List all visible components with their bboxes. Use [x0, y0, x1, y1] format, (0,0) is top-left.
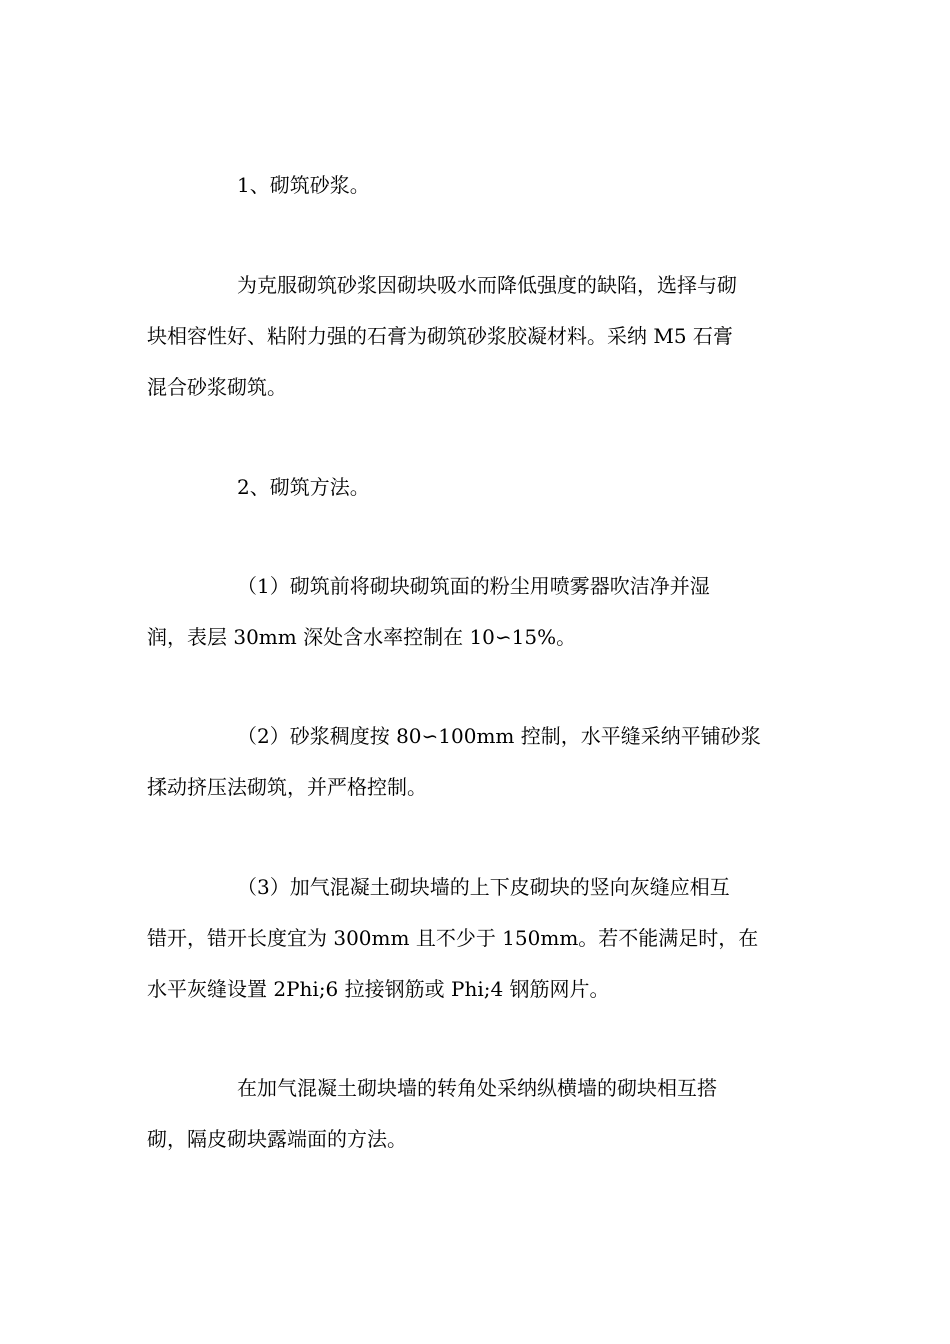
list-item-3 — [147, 862, 797, 1015]
section-heading-2 — [147, 462, 797, 513]
text-line: 砌，隔皮砌块露端面的方法。 — [147, 1127, 407, 1151]
section-heading-1 — [147, 160, 797, 211]
text-line: 在加气混凝土砌块墙的转角处采纳纵横墙的砌块相互搭 — [237, 1076, 717, 1100]
text-line: 1、砌筑砂浆。 — [237, 173, 370, 197]
text-line: 为克服砌筑砂浆因砌块吸水而降低强度的缺陷，选择与砌 — [237, 273, 737, 297]
text-line: 错开，错开长度宜为 300mm 且不少于 150mm。若不能满足时，在 — [147, 926, 759, 950]
text-line: 水平灰缝设置 2Phi;6 拉接钢筋或 Phi;4 钢筋网片。 — [147, 977, 610, 1001]
text-line: 揉动挤压法砌筑，并严格控制。 — [147, 775, 427, 799]
text-line: （2）砂浆稠度按 80∽100mm 控制，水平缝采纳平铺砂浆 — [237, 724, 761, 748]
text-line: 块相容性好、粘附力强的石膏为砌筑砂浆胶凝材料。采纳 M5 石膏 — [147, 324, 733, 348]
text-line: 混合砂浆砌筑。 — [147, 375, 287, 399]
text-line: （1）砌筑前将砌块砌筑面的粉尘用喷雾器吹洁净并湿 — [237, 574, 710, 598]
paragraph-corner-method — [147, 1063, 797, 1165]
text-line: 润，表层 30mm 深处含水率控制在 10∽15%。 — [147, 625, 577, 649]
list-item-1 — [147, 561, 797, 663]
text-line: （3）加气混凝土砌块墙的上下皮砌块的竖向灰缝应相互 — [237, 875, 730, 899]
list-item-2 — [147, 711, 797, 813]
paragraph-mortar-description — [147, 260, 797, 413]
text-line: 2、砌筑方法。 — [237, 475, 370, 499]
